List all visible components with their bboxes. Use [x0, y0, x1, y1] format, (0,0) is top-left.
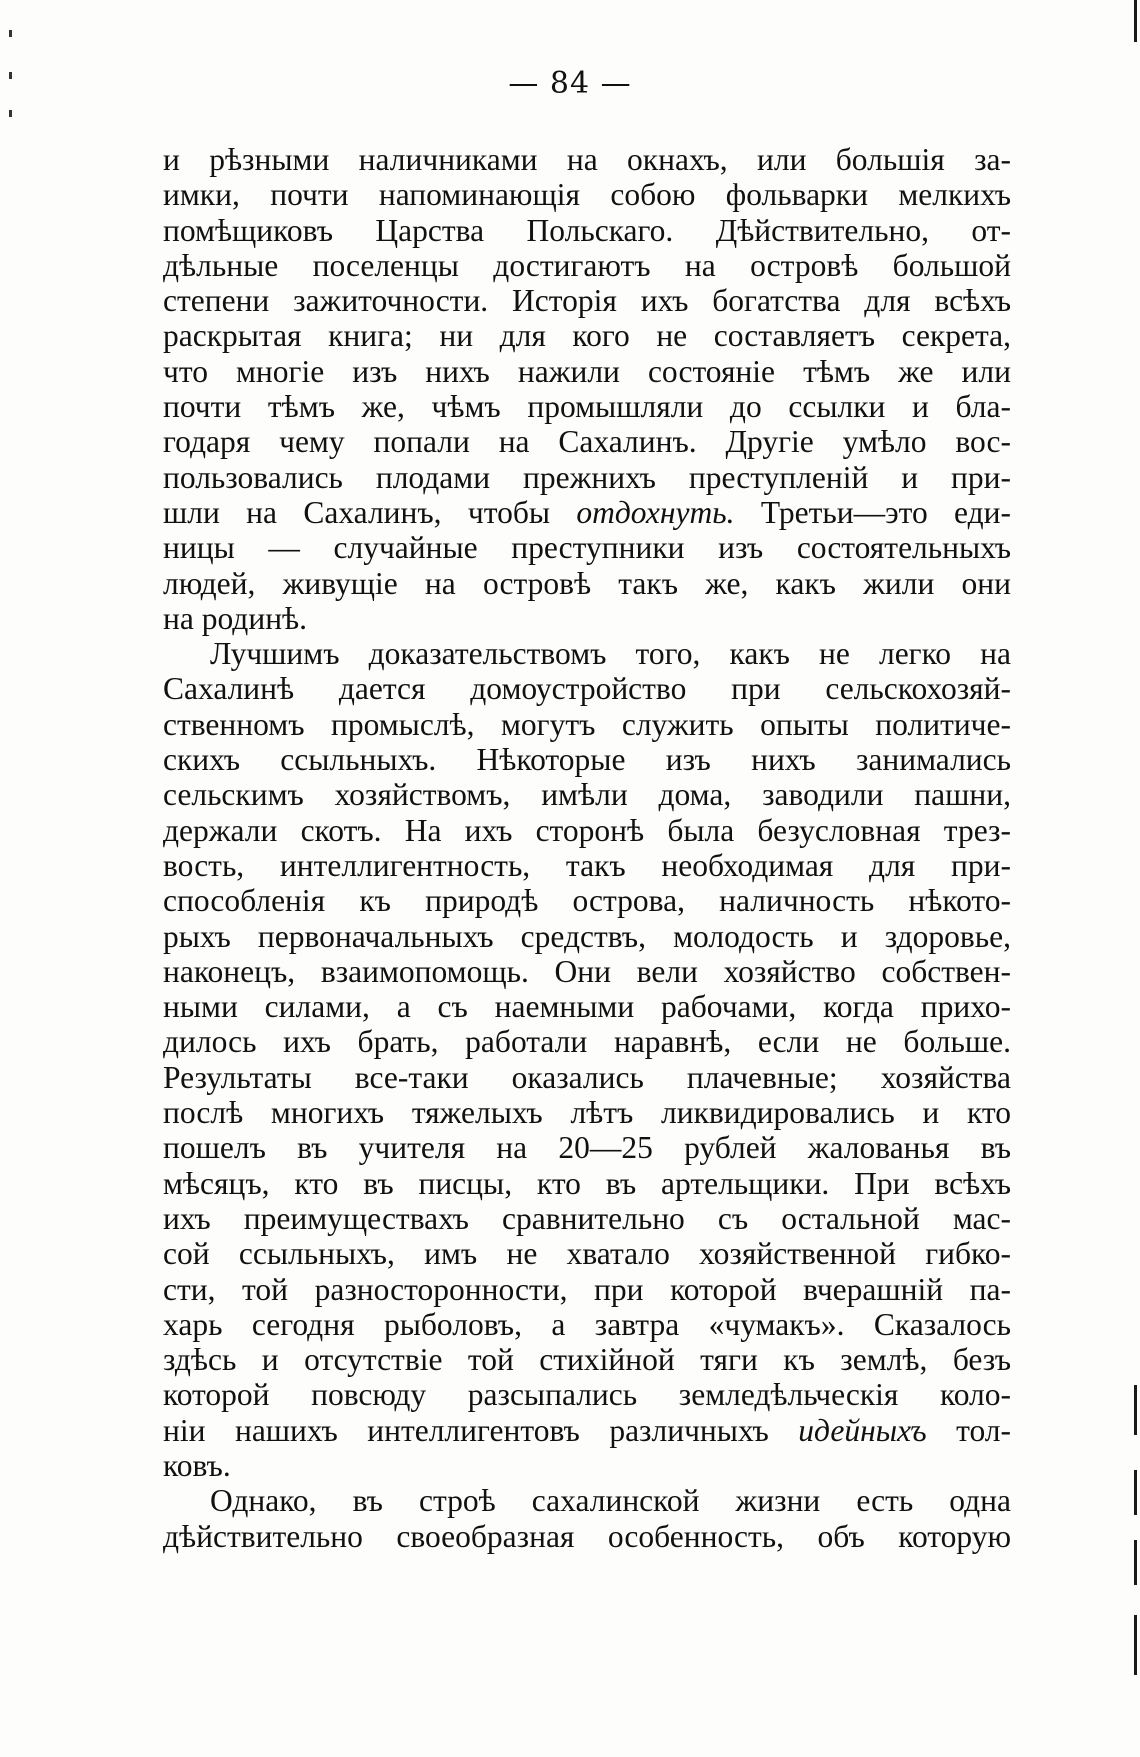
text-line: способленія къ природѣ острова, наличность нѣкото-: [163, 883, 1011, 919]
text-line: и рѣзными наличниками на окнахъ, или большія за-: [163, 142, 1011, 177]
text-line: ными силами, а съ наемными рабочами, когда прихо-: [163, 989, 1011, 1025]
text-line: степени зажиточности. Исторія ихъ богатства для всѣхъ: [163, 283, 1011, 319]
text-line: вость, интеллигентность, такъ необходимая для при-: [163, 847, 1011, 883]
italic-word: отдохнуть.: [576, 494, 735, 530]
italic-word: идейныхъ: [798, 1412, 927, 1448]
text-line-with-italic: [163, 495, 1011, 530]
page-edge-speck: [9, 30, 12, 37]
paragraph-end-line: на родинѣ.: [163, 600, 308, 636]
text-line-with-italic: [163, 1413, 1011, 1448]
text-line: помѣщиковъ Царства Польскаго. Дѣйствительно, от-: [163, 212, 1011, 248]
page-number: — 84 —: [508, 66, 632, 101]
body-text: [163, 142, 1011, 1554]
text-line: сти, той разносторонности, при которой вчерашній па-: [163, 1271, 1011, 1307]
page-edge-mark: [1134, 1615, 1137, 1675]
text-line: сельскимъ хозяйствомъ, имѣли дома, заводили пашни,: [163, 777, 1011, 813]
text-line: Сахалинѣ дается домоустройство при сельскохозяй-: [163, 671, 1011, 707]
text-fragment: Третьи—это еди-: [734, 494, 1011, 530]
text-line: скихъ ссыльныхъ. Нѣкоторые изъ нихъ занимались: [163, 742, 1011, 778]
text-line: пошелъ въ учителя на 20—25 рублей жалованья въ: [163, 1130, 1011, 1166]
text-line: годаря чему попали на Сахалинъ. Другіе умѣло вос-: [163, 424, 1011, 460]
text-line: людей, живущіе на островѣ такъ же, какъ жили они: [163, 565, 1011, 601]
text-line: раскрытая книга; ни для кого не составляетъ секрета,: [163, 318, 1011, 354]
text-fragment: тол-: [926, 1412, 1011, 1448]
page-edge-speck: [9, 110, 12, 117]
text-line: ницы — случайные преступники изъ состоятельныхъ: [163, 530, 1011, 566]
text-line: здѣсь и отсутствіе той стихійной тяги къ землѣ, безъ: [163, 1342, 1011, 1378]
text-line: ственномъ промыслѣ, могутъ служить опыты политиче-: [163, 706, 1011, 742]
text-line: сой ссыльныхъ, имъ не хватало хозяйственной гибко-: [163, 1236, 1011, 1272]
text-line: почти тѣмъ же, чѣмъ промышляли до ссылки и бла-: [163, 389, 1011, 425]
text-line: которой повсюду разсыпались земледѣльческія коло-: [163, 1377, 1011, 1413]
text-line: харь сегодня рыболовъ, а завтра «чумакъ». Сказалось: [163, 1306, 1011, 1342]
paragraph-start-line: Лучшимъ доказательствомъ того, какъ не легко на: [210, 636, 1011, 672]
text-line: держали скотъ. На ихъ сторонѣ была безусловная трез-: [163, 812, 1011, 848]
page-edge-mark: [1134, 0, 1137, 42]
page-edge-mark: [1134, 1385, 1137, 1435]
text-line: имки, почти напоминающія собою фольварки мелкихъ: [163, 177, 1011, 213]
paragraph-end-line: ковъ.: [163, 1447, 231, 1483]
text-line: ихъ преимуществахъ сравнительно съ остальной мас-: [163, 1200, 1011, 1236]
text-fragment: ніи нашихъ интеллигентовъ различныхъ: [163, 1412, 799, 1448]
page-edge-mark: [1134, 1470, 1137, 1515]
text-line: что многіе изъ нихъ нажили состояніе тѣмъ же или: [163, 353, 1011, 389]
text-line: мѣсяцъ, кто въ писцы, кто въ артельщики. При всѣхъ: [163, 1165, 1011, 1201]
text-line: послѣ многихъ тяжелыхъ лѣтъ ликвидировались и кто: [163, 1095, 1011, 1131]
text-line: наконецъ, взаимопомощь. Они вели хозяйство собствен-: [163, 953, 1011, 989]
text-line: пользовались плодами прежнихъ преступленій и при-: [163, 459, 1011, 495]
text-line: Результаты все-таки оказались плачевные; хозяйства: [163, 1059, 1011, 1095]
page-edge-mark: [1134, 1540, 1137, 1585]
paragraph-start-line: Однако, въ строѣ сахалинской жизни есть одна: [210, 1483, 1011, 1519]
text-line: дѣльные поселенцы достигаютъ на островѣ большой: [163, 247, 1011, 283]
text-fragment: шли на Сахалинъ, чтобы: [163, 494, 577, 530]
text-line: дилось ихъ брать, работали наравнѣ, если не больше.: [163, 1024, 1011, 1060]
text-line: рыхъ первоначальныхъ средствъ, молодость и здоровье,: [163, 918, 1011, 954]
text-line: дѣйствительно своеобразная особенность, объ которую: [163, 1518, 1011, 1554]
